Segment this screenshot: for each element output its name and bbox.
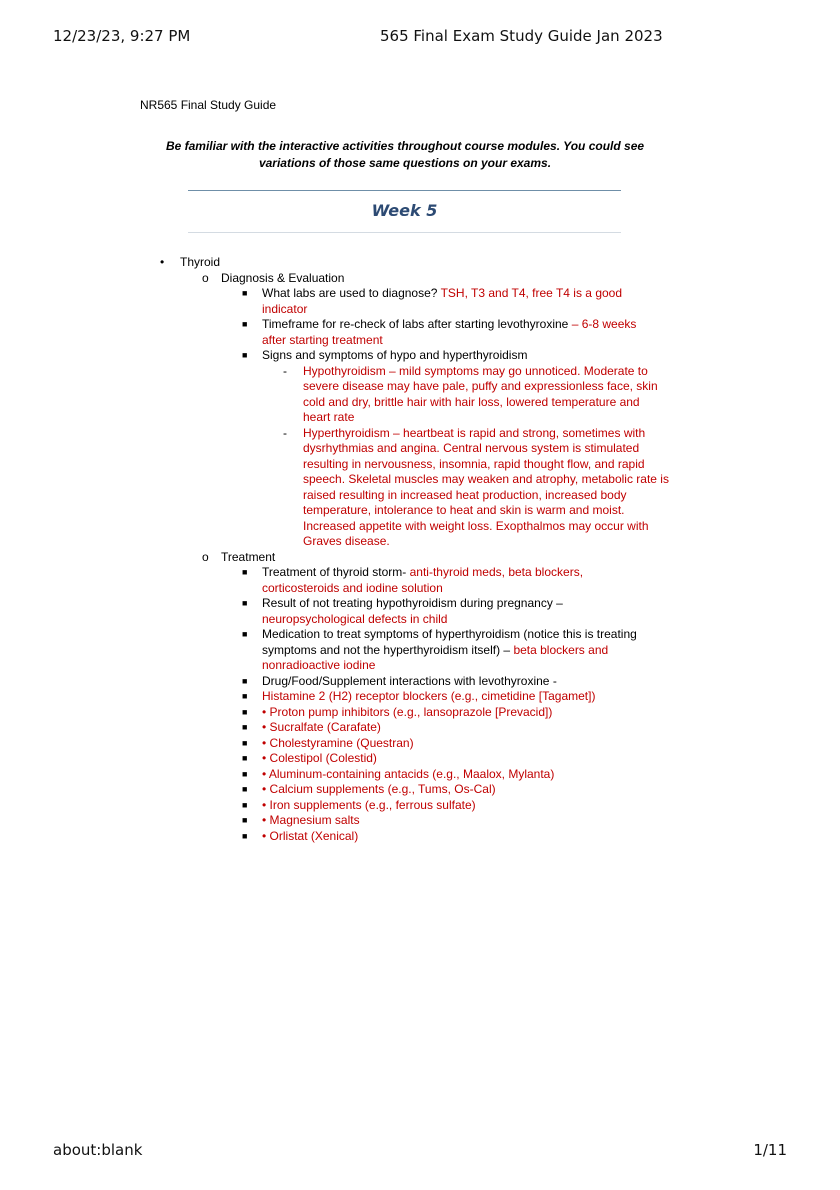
bullet-square: ■ — [242, 629, 248, 639]
print-url: about:blank — [53, 1141, 143, 1159]
bullet-square: ■ — [242, 799, 248, 810]
bullet-square: ■ — [242, 737, 248, 748]
hypothyroidism-text: Hypothyroidism – mild symptoms may go unnoticed. Moderate to severe disease may have pale, puffy and expressionless face, skin cold and dry, brittle hair with hair loss, lowered temperature and heart rate — [303, 363, 658, 424]
question-text: Medication to treat symptoms of hyperthyroidism (notice this is treating symptoms and not the hyperthyroidism itself) – — [262, 627, 637, 657]
interaction-item — [0, 689, 840, 705]
answer-text: – 6-8 weeks after starting treatment — [262, 317, 637, 347]
interaction-item — [0, 829, 840, 845]
print-page-number: 1/11 — [753, 1141, 787, 1159]
answer-text: beta blockers and nonradioactive iodine — [262, 642, 609, 672]
interaction-text: • Orlistat (Xenical) — [262, 828, 359, 843]
bullet-square: ■ — [242, 753, 248, 763]
interaction-item — [0, 813, 840, 829]
bullet-circle: o — [202, 549, 209, 564]
bullet-square: ■ — [242, 784, 248, 794]
outline-subitem — [0, 364, 840, 426]
interaction-text: • Sucralfate (Carafate) — [262, 720, 381, 734]
question-text: Treatment of thyroid storm- — [262, 565, 410, 579]
outline-topic — [0, 255, 840, 271]
bullet-square: ■ — [242, 350, 248, 360]
outline-item — [0, 317, 840, 348]
interaction-text: • Aluminum-containing antacids (e.g., Maalox, Mylanta) — [262, 766, 555, 781]
print-footer — [0, 1141, 840, 1171]
bullet-square: ■ — [242, 706, 248, 717]
bullet-square: ■ — [242, 675, 248, 686]
outline-item — [0, 627, 840, 674]
item-text — [262, 317, 642, 348]
interaction-text: Histamine 2 (H2) receptor blockers (e.g., cimetidine [Tagamet]) — [262, 689, 596, 703]
question-text: Timeframe for re-check of labs after starting levothyroxine — [262, 317, 572, 331]
document-title: NR565 Final Study Guide — [140, 98, 277, 112]
item-text — [262, 565, 642, 596]
print-page-title: 565 Final Exam Study Guide Jan 2023 — [380, 27, 663, 45]
question-text: Signs and symptoms of hypo and hyperthyroidism — [262, 348, 528, 362]
bullet-dash: - — [283, 363, 287, 378]
outline-item — [0, 348, 840, 364]
study-outline — [0, 255, 840, 844]
outline-section — [0, 271, 840, 287]
answer-text: TSH, T3 and T4, free T4 is a good indicator — [262, 286, 623, 316]
bullet-square: ■ — [242, 288, 248, 298]
item-text — [262, 596, 642, 627]
bullet-square: ■ — [242, 815, 248, 825]
bullet-square: ■ — [242, 691, 248, 701]
heading-rule-bottom — [188, 232, 621, 233]
interaction-item — [0, 751, 840, 767]
outline-item — [0, 674, 840, 690]
bullet-dot: • — [160, 255, 165, 269]
question-text: Drug/Food/Supplement interactions with levothyroxine - — [262, 673, 557, 688]
section-heading: Treatment — [221, 549, 276, 564]
bullet-square: ■ — [242, 567, 248, 577]
item-text — [262, 627, 642, 674]
interaction-item — [0, 720, 840, 736]
interaction-text: • Proton pump inhibitors (e.g., lansoprazole [Prevacid]) — [262, 704, 553, 719]
interaction-item — [0, 705, 840, 721]
outline-item — [0, 565, 840, 596]
intro-note: Be familiar with the interactive activities throughout course modules. You could see variations of those same questions on your exams. — [165, 139, 645, 170]
item-text — [262, 286, 642, 317]
interaction-item — [0, 782, 840, 798]
bullet-square: ■ — [242, 830, 248, 841]
heading-rule-top — [188, 190, 621, 191]
print-header — [0, 27, 840, 57]
week-heading: Week 5 — [371, 201, 438, 220]
question-text: What labs are used to diagnose? — [262, 286, 441, 300]
bullet-circle: o — [202, 270, 209, 285]
topic-label: Thyroid — [180, 255, 221, 269]
bullet-square: ■ — [242, 722, 248, 732]
interaction-item — [0, 798, 840, 814]
outline-item — [0, 286, 840, 317]
outline-item — [0, 596, 840, 627]
bullet-square: ■ — [242, 319, 248, 329]
interaction-item — [0, 767, 840, 783]
answer-text: neuropsychological defects in child — [262, 611, 448, 626]
interaction-text: • Magnesium salts — [262, 813, 360, 827]
print-datetime: 12/23/23, 9:27 PM — [53, 27, 191, 45]
question-text: Result of not treating hypothyroidism during pregnancy – — [262, 596, 563, 610]
interaction-item — [0, 736, 840, 752]
interaction-text: • Cholestyramine (Questran) — [262, 735, 414, 750]
interaction-text: • Iron supplements (e.g., ferrous sulfate) — [262, 797, 476, 812]
section-heading: Diagnosis & Evaluation — [221, 270, 345, 285]
bullet-square: ■ — [242, 768, 248, 779]
bullet-square: ■ — [242, 598, 248, 608]
interaction-text: • Colestipol (Colestid) — [262, 751, 377, 765]
answer-text: anti-thyroid meds, beta blockers, corticosteroids and iodine solution — [262, 565, 584, 595]
outline-section — [0, 550, 840, 566]
outline-subitem — [0, 426, 840, 550]
hyperthyroidism-text: Hyperthyroidism – heartbeat is rapid and strong, sometimes with dysrhythmias and angina. Central nervous system is stimulated resulting in nervousness, insomnia, rapid thought flow, and rapid speech. Skeletal muscles may weaken and atrophy, metabolic rate is raised resulting in increased heat production, increased body temperature, intolerance to heat and skin is warm and moist. Increased appetite with weight loss. Exopthalmos may occur with Graves disease. — [303, 425, 669, 548]
interaction-text: • Calcium supplements (e.g., Tums, Os-Cal) — [262, 782, 496, 796]
bullet-dash: - — [283, 425, 287, 440]
